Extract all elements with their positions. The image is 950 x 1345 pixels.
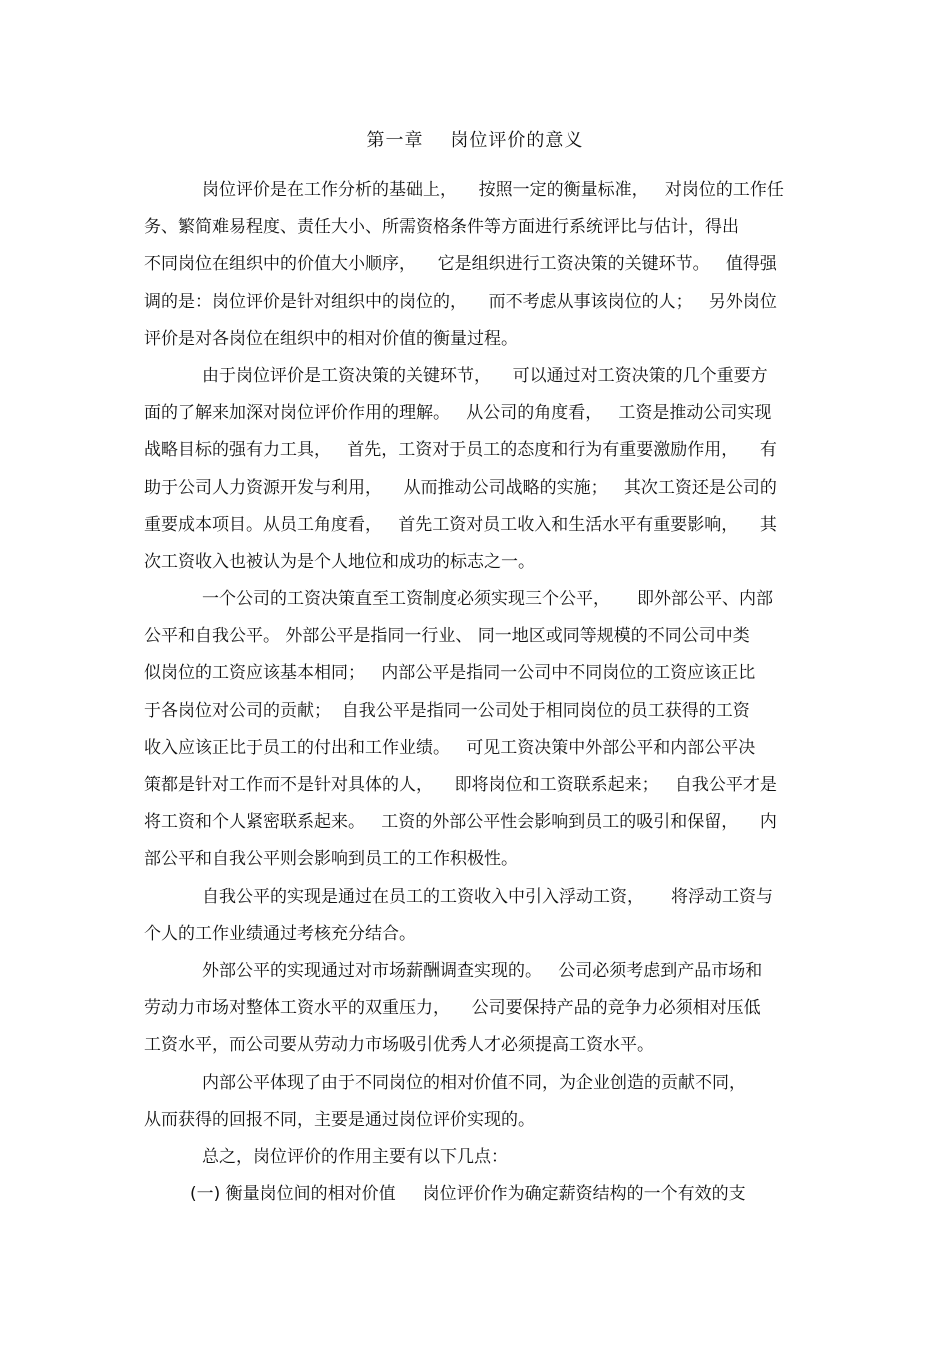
chapter-title: 第一章 岗位评价的意义 [366, 130, 584, 151]
text-line: (一) 衡量岗位间的相对价值 岗位评价作为确定薪资结构的一个有效的支 [190, 1184, 746, 1205]
text-line: 收入应该正比于员工的付出和工作业绩。 可见工资决策中外部公平和内部公平决 [144, 737, 756, 758]
text-line: 评价是对各岗位在组织中的相对价值的衡量过程。 [144, 328, 518, 349]
text-line: 重要成本项目。从员工角度看， 首先工资对员工收入和生活水平有重要影响， 其 [144, 514, 777, 535]
text-line: 公平和自我公平。 外部公平是指同一行业、 同一地区或同等规模的不同公司中类 [144, 626, 750, 647]
text-line: 务、繁简难易程度、责任大小、所需资格条件等方面进行系统评比与估计，得出 [144, 217, 739, 238]
text-line: 一个公司的工资决策直至工资制度必须实现三个公平， 即外部公平、内部 [202, 589, 774, 610]
text-line: 将工资和个人紧密联系起来。 工资的外部公平性会影响到员工的吸引和保留， 内 [144, 812, 777, 833]
text-line: 外部公平的实现通过对市场薪酬调查实现的。 公司必须考虑到产品市场和 [202, 960, 763, 981]
text-line: 内部公平体现了由于不同岗位的相对价值不同，为企业创造的贡献不同， [202, 1072, 746, 1093]
text-line: 岗位评价是在工作分析的基础上， 按照一定的衡量标准， 对岗位的工作任 [202, 180, 784, 200]
text-line: 策都是针对工作而不是针对具体的人， 即将岗位和工资联系起来； 自我公平才是 [144, 775, 777, 795]
text-line: 面的了解来加深对岗位评价作用的理解。 从公司的角度看， 工资是推动公司实现 [144, 403, 772, 424]
text-line: 工资水平，而公司要从劳动力市场吸引优秀人才必须提高工资水平。 [144, 1035, 654, 1056]
text-line: 个人的工作业绩通过考核充分结合。 [144, 923, 416, 944]
body-text [144, 172, 814, 1213]
text-line: 于各岗位对公司的贡献； 自我公平是指同一公司处于相同岗位的员工获得的工资 [144, 700, 750, 721]
text-line: 从而获得的回报不同，主要是通过岗位评价实现的。 [144, 1109, 535, 1130]
text-line: 调的是：岗位评价是针对组织中的岗位的， 而不考虑从事该岗位的人； 另外岗位 [144, 291, 777, 312]
text-line: 劳动力市场对整体工资水平的双重压力， 公司要保持产品的竞争力必须相对压低 [144, 998, 761, 1019]
text-line: 部公平和自我公平则会影响到员工的工作积极性。 [144, 849, 518, 870]
text-line: 由于岗位评价是工资决策的关键环节， 可以通过对工资决策的几个重要方 [202, 365, 768, 386]
text-line: 自我公平的实现是通过在员工的工资收入中引入浮动工资， 将浮动工资与 [202, 886, 774, 907]
text-line: 似岗位的工资应该基本相同； 内部公平是指同一公司中不同岗位的工资应该正比 [144, 663, 756, 684]
text-line: 总之，岗位评价的作用主要有以下几点： [202, 1146, 508, 1167]
text-line: 不同岗位在组织中的价值大小顺序， 它是组织进行工资决策的关键环节。 值得强 [144, 254, 777, 275]
text-line: 次工资收入也被认为是个人地位和成功的标志之一。 [144, 551, 535, 572]
text-line: 战略目标的强有力工具， 首先，工资对于员工的态度和行为有重要激励作用， 有 [144, 440, 777, 461]
text-line: 助于公司人力资源开发与利用， 从而推动公司战略的实施； 其次工资还是公司的 [144, 477, 777, 498]
